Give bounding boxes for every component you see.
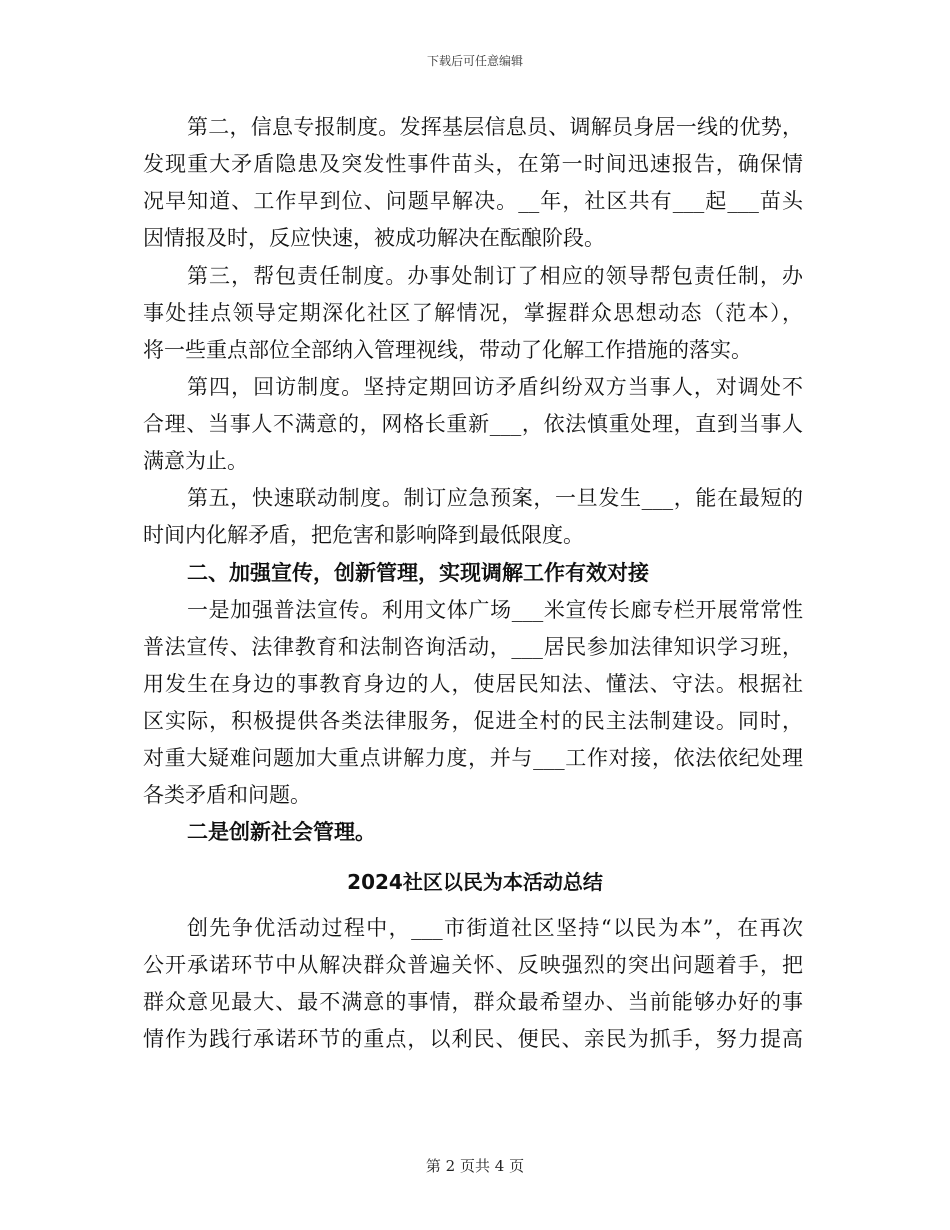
- paragraph-line: 第五，快速联动制度。制订应急预案，一旦发生___，能在最短的: [187, 486, 803, 510]
- paragraph-line: 用发生在身边的事教育身边的人，使居民知法、懂法、守法。根据社: [143, 672, 803, 696]
- paragraph-line: 将一些重点部位全部纳入管理视线，带动了化解工作措施的落实。: [143, 338, 752, 362]
- paragraph-line: 公开承诺环节中从解决群众普遍关怀、反映强烈的突出问题着手，把: [143, 953, 803, 977]
- paragraph-line: 创先争优活动过程中，___市街道社区坚持“以民为本”，在再次: [187, 916, 803, 940]
- paragraph-line: 情作为践行承诺环节的重点，以利民、便民、亲民为抓手，努力提高: [143, 1027, 803, 1051]
- paragraph-line: 区实际，积极提供各类法律服务，促进全村的民主法制建设。同时，: [143, 709, 803, 733]
- paragraph-line: 况早知道、工作早到位、问题早解决。__年，社区共有___起___苗头: [143, 189, 803, 213]
- paragraph-line: 满意为止。: [143, 449, 248, 473]
- paragraph-line: 因情报及时，反应快速，被成功解决在酝酿阶段。: [143, 226, 605, 250]
- paragraph-line: 一是加强普法宣传。利用文体广场___米宣传长廊专栏开展常常性: [187, 598, 803, 622]
- header-note: 下载后可任意编辑: [426, 54, 523, 68]
- paragraph-line: 第四，回访制度。坚持定期回访矛盾纠纷双方当事人，对调处不: [187, 375, 803, 399]
- page-number: 第 2 页共 4 页: [425, 1157, 525, 1175]
- paragraph-line: 事处挂点领导定期深化社区了解情况，掌握群众思想动态（范本），: [143, 301, 803, 325]
- subsection-heading: 二是创新社会管理。: [187, 820, 376, 844]
- paragraph-line: 合理、当事人不满意的，网格长重新___，依法慎重处理，直到当事人: [143, 412, 803, 436]
- paragraph-line: 普法宣传、法律教育和法制咨询活动，___居民参加法律知识学习班，: [143, 635, 803, 659]
- paragraph-line: 第三，帮包责任制度。办事处制订了相应的领导帮包责任制，办: [187, 264, 803, 288]
- section-heading: 二、加强宣传，创新管理，实现调解工作有效对接: [187, 561, 649, 585]
- article-title: 2024社区以民为本活动总结: [347, 870, 603, 894]
- paragraph-line: 第二，信息专报制度。发挥基层信息员、调解员身居一线的优势，: [187, 115, 803, 139]
- paragraph-line: 时间内化解矛盾，把危害和影响降到最低限度。: [143, 523, 584, 547]
- paragraph-line: 各类矛盾和问题。: [143, 783, 311, 807]
- paragraph-line: 对重大疑难问题加大重点讲解力度，并与___工作对接，依法依纪处理: [143, 746, 803, 770]
- paragraph-line: 群众意见最大、最不满意的事情，群众最希望办、当前能够办好的事: [143, 990, 803, 1014]
- paragraph-line: 发现重大矛盾隐患及突发性事件苗头，在第一时间迅速报告，确保情: [143, 152, 803, 176]
